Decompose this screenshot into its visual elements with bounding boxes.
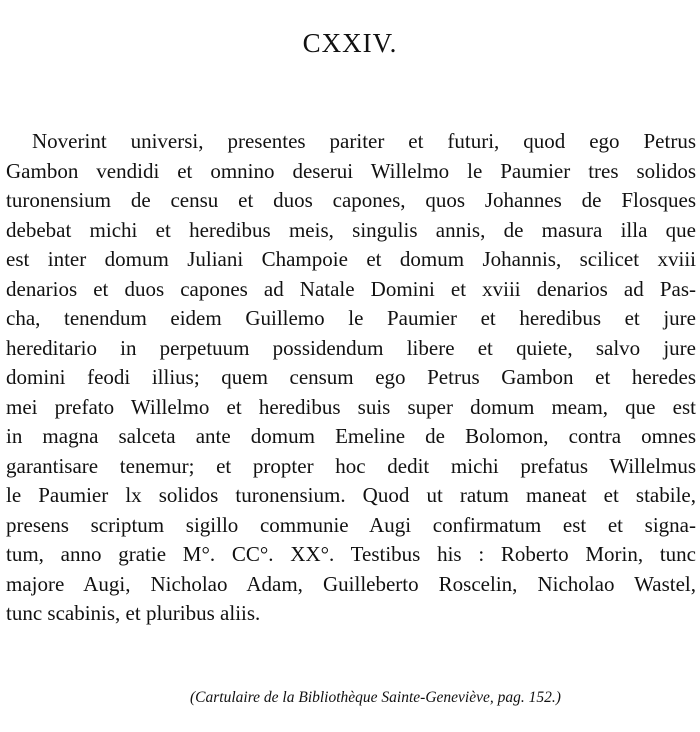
charter-line: in magna salceta ante domum Emeline de Bolomon, contra omnes — [6, 424, 696, 448]
charter-line: turonensium de censu et duos capones, quos Johannes de Flosques — [6, 188, 696, 212]
charter-line: le Paumier lx solidos turonensium. Quod ut ratum maneat et stabile, — [6, 483, 696, 507]
charter-line: cha, tenendum eidem Guillemo le Paumier et heredibus et jure — [6, 306, 696, 330]
source-citation: (Cartulaire de la Bibliothèque Sainte-Geneviève, pag. 152.) — [190, 689, 561, 706]
charter-line: Noverint universi, presentes pariter et futuri, quod ego Petrus — [32, 129, 696, 153]
charter-line: debebat michi et heredibus meis, singulis annis, de masura illa que — [6, 217, 696, 242]
charter-line: hereditario in perpetuum possidendum libere et quiete, salvo jure — [6, 335, 696, 360]
charter-line: majore Augi, Nicholao Adam, Guilleberto Roscelin, Nicholao Wastel, — [6, 571, 696, 596]
charter-line: mei prefato Willelmo et heredibus suis super domum meam, que est — [6, 394, 696, 419]
charter-line: domini feodi illius; quem censum ego Petrus Gambon et heredes — [6, 365, 696, 389]
charter-line: est inter domum Juliani Champoie et domum Johannis, scilicet xviii — [6, 247, 696, 271]
charter-line: tunc scabinis, et pluribus aliis. — [6, 601, 261, 625]
charter-line: tum, anno gratie M°. CC°. XX°. Testibus his : Roberto Morin, tunc — [6, 542, 696, 566]
charter-line: Gambon vendidi et omnino deserui Willelmo le Paumier tres solidos — [6, 158, 696, 183]
charter-line: garantisare tenemur; et propter hoc dedit michi prefatus Willelmus — [6, 453, 696, 478]
charter-text — [6, 127, 696, 629]
charter-number-heading: CXXIV. — [302, 28, 398, 58]
charter-line: presens scriptum sigillo communie Augi confirmatum est et signa- — [6, 512, 696, 537]
charter-line: denarios et duos capones ad Natale Domini et xviii denarios ad Pas- — [6, 276, 696, 301]
